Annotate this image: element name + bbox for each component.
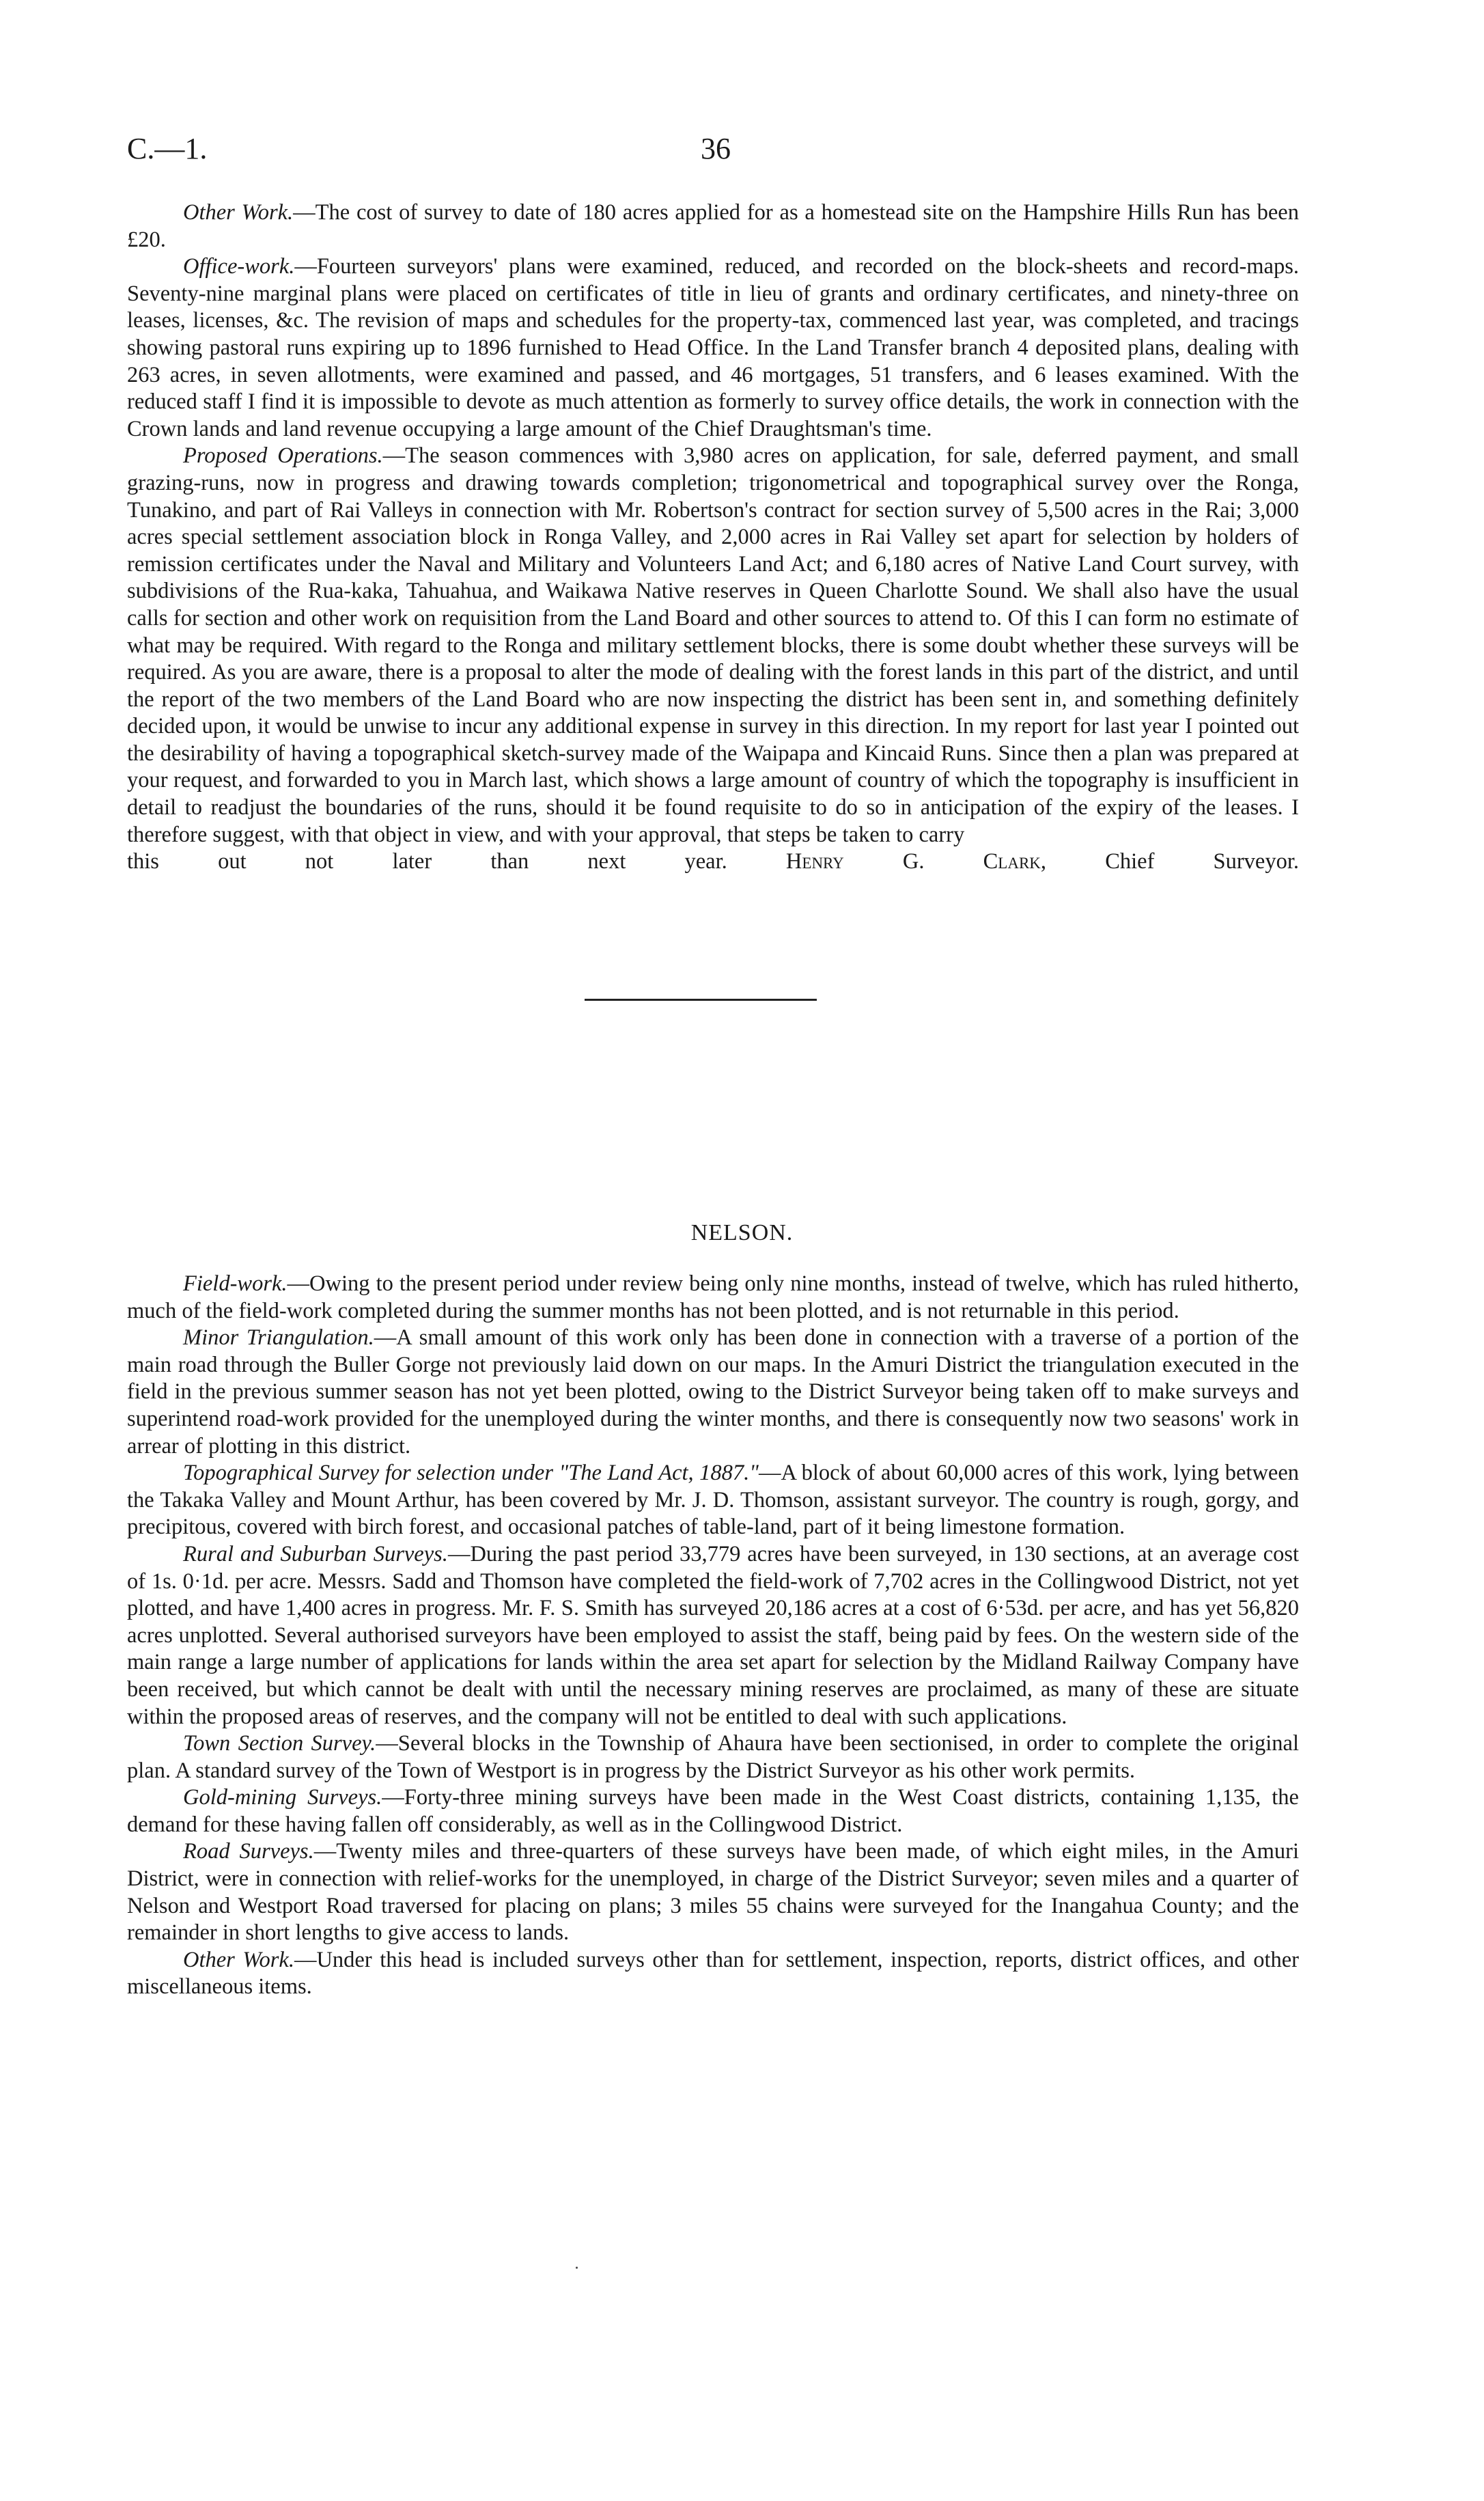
paragraph-heading: Proposed Operations. — [183, 443, 383, 469]
paragraph-text: —Several blocks in the Township of Ahaura have been sectionised, in order to complete the original plan. A standard survey of the Town of Westport is in progress by the District Surveyor as his other work permits. — [127, 1731, 1299, 1783]
section-divider — [585, 999, 817, 1001]
closing-line: this out not later than next year. — [127, 849, 727, 874]
paragraph-text: —Owing to the present period under review being only nine months, instead of twelve, which has ruled hitherto, much of the field-work completed during the summer months has not been plotted, and is not returnable in this period. — [127, 1271, 1299, 1323]
paragraph-heading: Minor Triangulation. — [183, 1325, 374, 1351]
paragraph-heading: Road Surveys. — [183, 1839, 314, 1864]
paragraph-text: —A block of about 60,000 acres of this work, lying between the Takaka Valley and Mount Arthur, has been covered by Mr. J. D. Thomson, assistant surveyor. The country is rough, gorgy, and precipitous, covered with birch forest, and occasional patches of table-land, part of it being limestone formation. — [127, 1461, 1300, 1540]
paragraph-heading: Town Section Survey. — [183, 1731, 376, 1756]
paragraph-gold-mining-surveys — [127, 1784, 1299, 1838]
signature-title: Chief Surveyor. — [1105, 849, 1300, 874]
page-number: 36 — [701, 132, 731, 165]
paragraph-heading: Rural and Suburban Surveys. — [183, 1541, 448, 1566]
paragraph-proposed-operations — [127, 443, 1299, 848]
paragraph-heading: Topographical Survey for selection under "The Land Act, 1887." — [183, 1461, 759, 1486]
paragraph-topographical-survey — [127, 1460, 1299, 1541]
paragraph-text: —The cost of survey to date of 180 acres applied for as a homestead site on the Hampshire Hills Run has been £20. — [127, 200, 1299, 252]
paragraph-office-work — [127, 253, 1299, 443]
paragraph-heading: Gold-mining Surveys. — [183, 1785, 382, 1810]
paragraph-text: —Fourteen surveyors' plans were examined, reduced, and recorded on the block-sheets and record-maps. Seventy-nine marginal plans were placed on certificates of title in lieu of grants and ordinary certificates, and ninety-three on leases, licenses, &c. The revision of maps and schedules for the property-tax, commenced last year, was completed, and tracings showing pastoral runs expiring up to 1896 furnished to Head Office. In the Land Transfer branch 4 deposited plans, dealing with 263 acres, in seven allotments, were examined and passed, and 46 mortgages, 51 transfers, and 6 leases examined. With the reduced staff I find it is impossible to devote as much attention as formerly to survey office details, the work in connection with the Crown lands and land revenue occupying a large amount of the Chief Draughtsman's time. — [127, 254, 1299, 441]
paragraph-text: —The season commences with 3,980 acres on application, for sale, deferred payment, and small grazing-runs, now in progress and drawing towards completion; trigonometrical and topographical survey over the Ronga, Tunakino, and part of Rai Valleys in connection with Mr. Robertson's contract for section survey of 5,500 acres in the Rai; 3,000 acres special settlement association block in Ronga Valley, and 2,000 acres in Rai Valley set apart for selection by holders of remission certificates under the Naval and Military and Volunteers Land Act; and 6,180 acres of Native Land Court survey, with subdivisions of the Rua-kaka, Tahuahua, and Waikawa Native reserves in Queen Charlotte Sound. We shall also have the usual calls for section and other work on requisition from the Land Board and other sources to attend to. Of this I can form no estimate of what may be required. With regard to the Ronga and military settlement blocks, there is some doubt whether these surveys will be required. As you are aware, there is a proposal to alter the mode of dealing with the forest lands in this part of the district, and until the report of the two members of the Land Board who are now inspecting the district has been sent in, and something definitely decided upon, it would be unwise to incur any additional expense in survey in this direction. In my report for last year I pointed out the desirability of having a topographical sketch-survey made of the Waipapa and Kincaid Runs. Since then a plan was prepared at your request, and forwarded to you in March last, which shows a large amount of country of which the topography is insufficient in detail to readjust the boundaries of the runs, should it be found requisite to do so in anticipation of the expiry of the leases. I therefore suggest, with that object in view, and with your approval, that steps be taken to carry — [127, 443, 1299, 847]
signature-name: Henry G. Clark, — [785, 849, 1047, 874]
surveyor-report-section — [127, 199, 1299, 876]
paragraph-town-section-survey — [127, 1730, 1299, 1784]
nelson-section — [127, 1271, 1299, 2001]
paragraph-heading: Office-work. — [183, 254, 295, 279]
paragraph-heading: Other Work. — [183, 200, 294, 225]
paragraph-field-work — [127, 1271, 1299, 1325]
paragraph-minor-triangulation — [127, 1325, 1299, 1460]
signature-line — [127, 848, 1299, 876]
paragraph-road-surveys — [127, 1838, 1299, 1946]
paragraph-heading: Field-work. — [183, 1271, 288, 1296]
section-title-nelson: NELSON. — [690, 1220, 794, 1245]
signature — [786, 849, 1299, 874]
paragraph-other-work-nelson — [127, 1947, 1299, 2001]
paragraph-text: —Forty-three mining surveys have been made in the West Coast districts, containing 1,135, the demand for these having fallen off considerably, as well as in the Collingwood District. — [127, 1785, 1299, 1837]
paragraph-text: —Under this head is included surveys other than for settlement, inspection, reports, district offices, and other miscellaneous items. — [127, 1947, 1299, 2000]
print-speck — [576, 2267, 578, 2269]
page-header — [127, 131, 1329, 172]
document-code: C.—1. — [127, 132, 208, 165]
paragraph-heading: Other Work. — [183, 1947, 294, 1972]
paragraph-text: —Twenty miles and three-quarters of these surveys have been made, of which eight miles, in the Amuri District, were in connection with relief-works for the unemployed, in charge of the District Surveyor; seven miles and a quarter of Nelson and Westport Road traversed for placing on plans; 3 miles 55 chains were surveyed for the Inangahua County; and the remainder in short lengths to give access to lands. — [127, 1839, 1299, 1946]
paragraph-other-work — [127, 199, 1299, 253]
paragraph-rural-suburban-surveys — [127, 1541, 1299, 1730]
paragraph-text: —A small amount of this work only has been done in connection with a traverse of a portion of the main road through the Buller Gorge not previously laid down on our maps. In the Amuri District the triangulation executed in the field in the previous summer season has not yet been plotted, owing to the District Surveyor being taken off to make surveys and superintend road-work provided for the unemployed during the winter months, and there is consequently now two seasons' work in arrear of plotting in this district. — [127, 1325, 1299, 1459]
paragraph-text: —During the past period 33,779 acres have been surveyed, in 130 sections, at an average cost of 1s. 0·1d. per acre. Messrs. Sadd and Thomson have completed the field-work of 7,702 acres in the Collingwood District, not yet plotted, and have 1,400 acres in progress. Mr. F. S. Smith has surveyed 20,186 acres at a cost of 6·53d. per acre, and has yet 56,820 acres unplotted. Several authorised surveyors have been employed to assist the staff, being paid by fees. On the western side of the main range a large number of applications for lands within the area set apart for selection by the Midland Railway Company have been received, but which cannot be dealt with until the necessary mining reserves are proclaimed, as many of these are situate within the proposed areas of reserves, and the company will not be entitled to deal with such applications. — [127, 1541, 1299, 1729]
